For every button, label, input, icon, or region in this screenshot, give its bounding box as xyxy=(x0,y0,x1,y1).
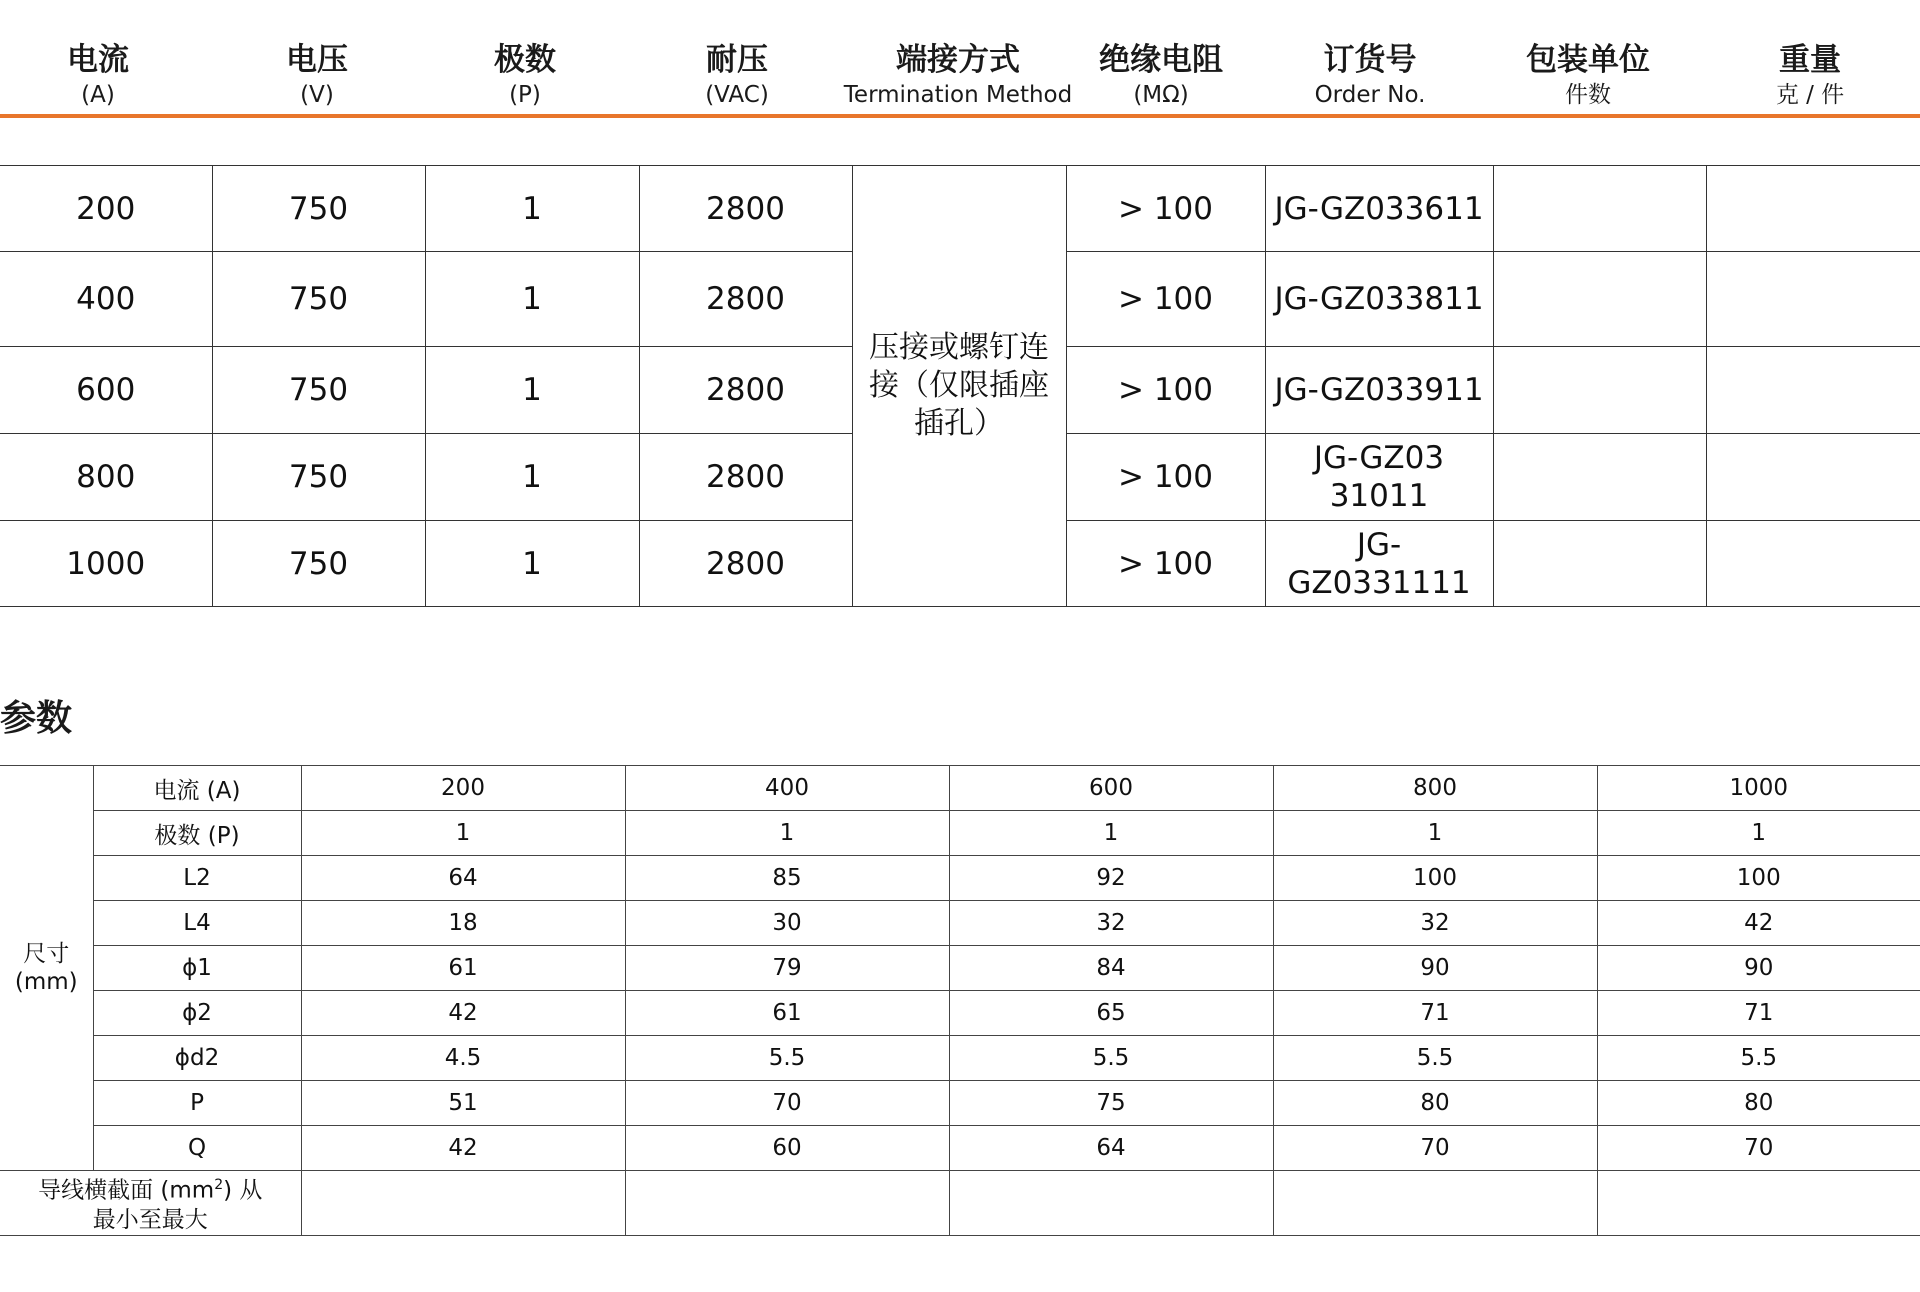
header-label: 电流 xyxy=(67,42,129,78)
table-cell: 400 xyxy=(625,766,949,811)
table-cell: 100 xyxy=(1273,856,1597,901)
dimension-group-label xyxy=(0,766,93,1171)
cell-pack xyxy=(1493,521,1706,607)
cell-voltage: 750 xyxy=(212,166,425,252)
table-cell xyxy=(1273,1171,1597,1236)
dimension-unit: (mm) xyxy=(14,969,78,995)
header-current xyxy=(67,40,129,110)
cell-weight xyxy=(1706,521,1920,607)
table-cell: 800 xyxy=(1273,766,1597,811)
header-label: 极数 xyxy=(494,42,556,78)
header-unit: (MΩ) xyxy=(1133,82,1189,108)
table-cell: 64 xyxy=(301,856,625,901)
table-row xyxy=(0,1171,1920,1236)
cell-voltage: 750 xyxy=(212,347,425,434)
row-label: L4 xyxy=(93,901,301,946)
cell-pack xyxy=(1493,252,1706,347)
cell-poles: 1 xyxy=(425,521,639,607)
cell-pack xyxy=(1493,347,1706,434)
row-label: Q xyxy=(93,1126,301,1171)
header-termination xyxy=(844,40,1072,110)
header-unit: (P) xyxy=(509,82,541,108)
table-cell: 100 xyxy=(1597,856,1920,901)
header-label: 端接方式 xyxy=(895,42,1020,78)
table-cell: 42 xyxy=(301,1126,625,1171)
header-packing-unit xyxy=(1526,40,1650,110)
header-poles xyxy=(494,40,556,110)
table-cell xyxy=(625,1171,949,1236)
header-voltage xyxy=(286,40,348,110)
column-header-bar xyxy=(0,0,1920,118)
cell-insulation: > 100 xyxy=(1066,434,1265,521)
cell-weight xyxy=(1706,347,1920,434)
cell-poles: 1 xyxy=(425,166,639,252)
cell-insulation: > 100 xyxy=(1066,347,1265,434)
cell-order-no: JG-GZ033811 xyxy=(1265,252,1493,347)
table-cell: 1 xyxy=(1273,811,1597,856)
row-label: L2 xyxy=(93,856,301,901)
table-row xyxy=(0,811,1920,856)
cell-order-no xyxy=(1265,434,1493,521)
parameter-table xyxy=(0,765,1920,1236)
table-cell: 64 xyxy=(949,1126,1273,1171)
table-cell: 61 xyxy=(301,946,625,991)
cell-voltage: 750 xyxy=(212,252,425,347)
cell-withstand: 2800 xyxy=(639,434,852,521)
product-table xyxy=(0,165,1920,607)
table-cell: 84 xyxy=(949,946,1273,991)
cell-pack xyxy=(1493,434,1706,521)
table-cell: 32 xyxy=(1273,901,1597,946)
header-label: 包装单位 xyxy=(1526,42,1650,78)
header-unit: Termination Method xyxy=(843,82,1073,108)
table-cell: 5.5 xyxy=(1273,1036,1597,1081)
table-cell: 71 xyxy=(1273,991,1597,1036)
row-label: ϕd2 xyxy=(93,1036,301,1081)
table-row xyxy=(0,166,1920,252)
table-row xyxy=(0,766,1920,811)
table-row xyxy=(0,1081,1920,1126)
table-cell: 1 xyxy=(1597,811,1920,856)
table-cell: 18 xyxy=(301,901,625,946)
table-cell: 51 xyxy=(301,1081,625,1126)
row-label: 极数 (P) xyxy=(93,811,301,856)
header-weight xyxy=(1776,40,1844,110)
cell-voltage: 750 xyxy=(212,434,425,521)
table-cell: 1000 xyxy=(1597,766,1920,811)
wire-label-superscript: 2 xyxy=(214,1177,224,1193)
header-order-no xyxy=(1315,40,1426,110)
cell-current: 200 xyxy=(0,166,212,252)
table-cell: 80 xyxy=(1597,1081,1920,1126)
table-cell: 79 xyxy=(625,946,949,991)
row-label: P xyxy=(93,1081,301,1126)
cell-pack xyxy=(1493,166,1706,252)
row-label: 电流 (A) xyxy=(93,766,301,811)
row-label: ϕ2 xyxy=(93,991,301,1036)
header-unit: Order No. xyxy=(1314,82,1426,108)
cell-weight xyxy=(1706,252,1920,347)
header-unit: 克 / 件 xyxy=(1775,82,1845,108)
table-cell: 60 xyxy=(625,1126,949,1171)
cell-withstand: 2800 xyxy=(639,347,852,434)
table-row xyxy=(0,946,1920,991)
cell-poles: 1 xyxy=(425,434,639,521)
table-cell: 65 xyxy=(949,991,1273,1036)
table-cell: 70 xyxy=(1273,1126,1597,1171)
cell-insulation: > 100 xyxy=(1066,166,1265,252)
table-cell: 61 xyxy=(625,991,949,1036)
wire-cross-section-label xyxy=(0,1171,301,1236)
table-cell: 85 xyxy=(625,856,949,901)
cell-insulation: > 100 xyxy=(1066,521,1265,607)
cell-weight xyxy=(1706,434,1920,521)
table-cell: 90 xyxy=(1597,946,1920,991)
header-unit: (V) xyxy=(300,82,334,108)
cell-order-no: JG-GZ033611 xyxy=(1265,166,1493,252)
table-cell: 75 xyxy=(949,1081,1273,1126)
table-row xyxy=(0,901,1920,946)
header-label: 绝缘电阻 xyxy=(1099,42,1223,78)
cell-order-no: JG-GZ033911 xyxy=(1265,347,1493,434)
dimension-label: 尺寸 xyxy=(23,941,70,967)
table-cell: 5.5 xyxy=(949,1036,1273,1081)
wire-label-line1 xyxy=(0,1171,301,1206)
row-label: ϕ1 xyxy=(93,946,301,991)
table-cell: 5.5 xyxy=(625,1036,949,1081)
order-no-text: JG-GZ0331011 xyxy=(1313,440,1445,514)
table-row xyxy=(0,1036,1920,1081)
cell-weight xyxy=(1706,166,1920,252)
table-cell: 5.5 xyxy=(1597,1036,1920,1081)
cell-current: 600 xyxy=(0,347,212,434)
table-cell: 70 xyxy=(625,1081,949,1126)
table-cell xyxy=(1597,1171,1920,1236)
cell-current: 1000 xyxy=(0,521,212,607)
table-cell: 32 xyxy=(949,901,1273,946)
header-insulation xyxy=(1099,40,1223,110)
table-cell: 42 xyxy=(301,991,625,1036)
table-cell: 90 xyxy=(1273,946,1597,991)
wire-label-suffix: ) 从 xyxy=(223,1177,263,1204)
table-row xyxy=(0,856,1920,901)
table-cell: 600 xyxy=(949,766,1273,811)
cell-poles: 1 xyxy=(425,347,639,434)
header-label: 订货号 xyxy=(1323,42,1417,78)
header-label: 重量 xyxy=(1779,42,1841,78)
table-cell: 200 xyxy=(301,766,625,811)
cell-current: 400 xyxy=(0,252,212,347)
header-label: 耐压 xyxy=(705,42,768,78)
cell-insulation: > 100 xyxy=(1066,252,1265,347)
cell-current: 800 xyxy=(0,434,212,521)
wire-label-line2: 最小至最大 xyxy=(92,1206,208,1233)
cell-voltage: 750 xyxy=(212,521,425,607)
table-cell: 92 xyxy=(949,856,1273,901)
section-title: 参数 xyxy=(0,698,73,739)
table-cell: 70 xyxy=(1597,1126,1920,1171)
cell-withstand: 2800 xyxy=(639,521,852,607)
cell-poles: 1 xyxy=(425,252,639,347)
table-cell xyxy=(301,1171,625,1236)
table-cell: 1 xyxy=(301,811,625,856)
header-withstand-voltage xyxy=(705,40,769,110)
table-cell: 1 xyxy=(949,811,1273,856)
header-unit: 件数 xyxy=(1565,82,1611,108)
header-label: 电压 xyxy=(286,42,348,78)
wire-label-prefix: 导线横截面 (mm xyxy=(38,1177,215,1204)
table-row xyxy=(0,991,1920,1036)
table-cell: 4.5 xyxy=(301,1036,625,1081)
cell-withstand: 2800 xyxy=(639,252,852,347)
table-cell: 30 xyxy=(625,901,949,946)
cell-termination: 压接或螺钉连接（仅限插座插孔） xyxy=(852,166,1066,607)
table-cell: 42 xyxy=(1597,901,1920,946)
cell-order-no: JG-GZ0331111 xyxy=(1265,521,1493,607)
table-cell: 80 xyxy=(1273,1081,1597,1126)
table-cell: 1 xyxy=(625,811,949,856)
table-row xyxy=(0,1126,1920,1171)
header-unit: (VAC) xyxy=(705,82,769,108)
table-cell: 71 xyxy=(1597,991,1920,1036)
table-cell xyxy=(949,1171,1273,1236)
header-unit: (A) xyxy=(81,82,115,108)
cell-withstand: 2800 xyxy=(639,166,852,252)
